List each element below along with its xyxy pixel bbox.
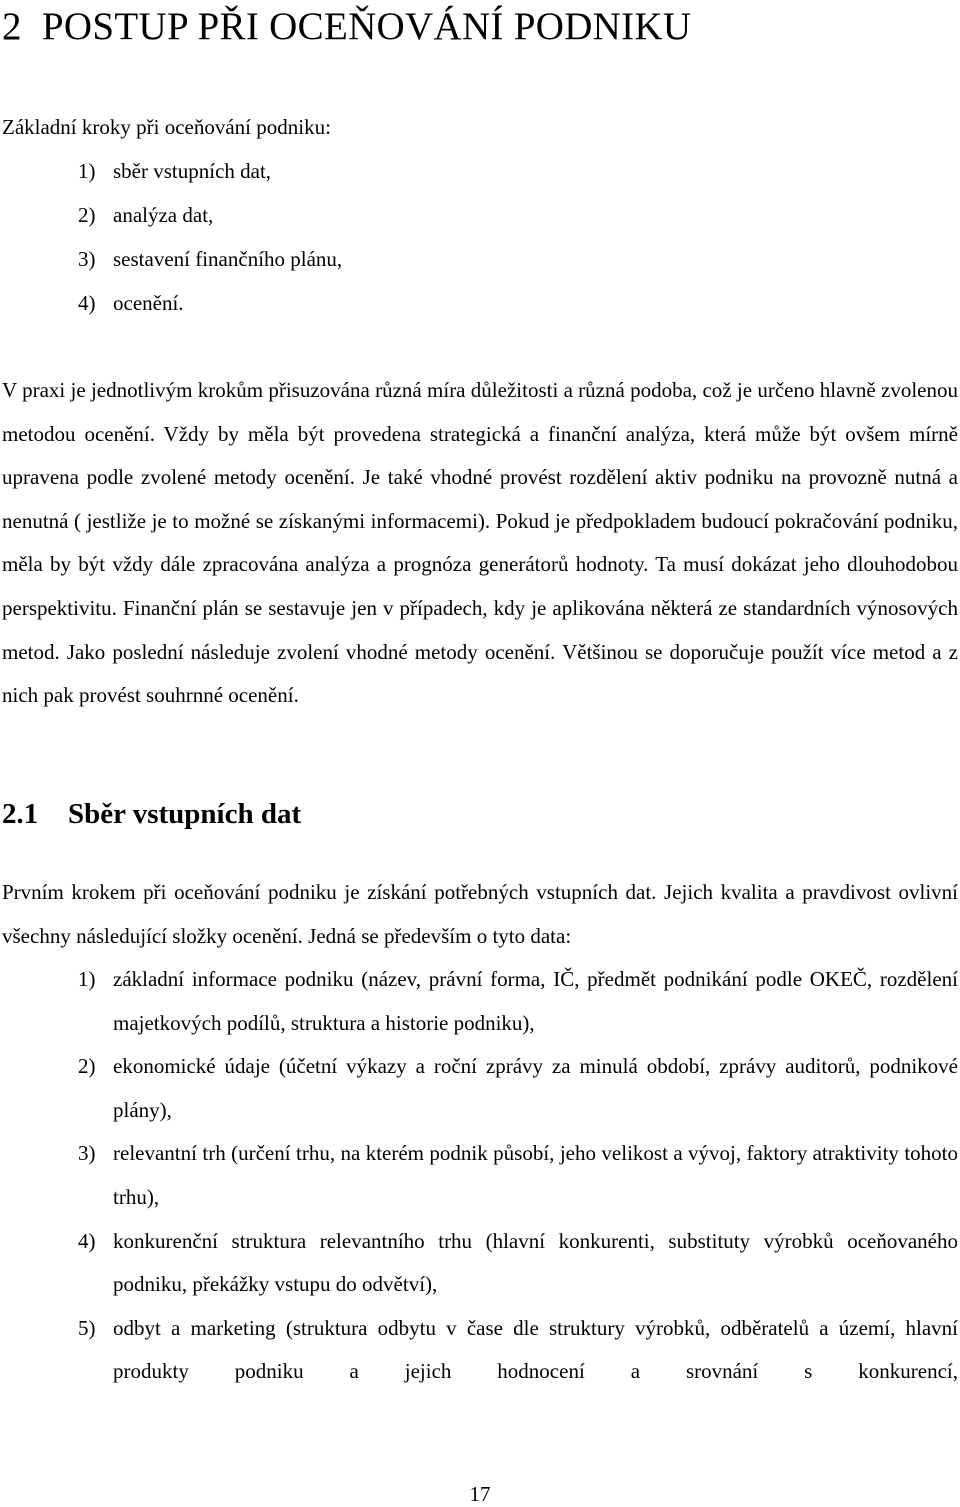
data-list bbox=[0, 958, 958, 1394]
list-item bbox=[0, 1045, 958, 1132]
list-item-number: 2) bbox=[78, 203, 96, 227]
list-item-number: 3) bbox=[78, 1141, 96, 1166]
list-item bbox=[0, 958, 958, 1045]
list-item-number: 1) bbox=[78, 159, 96, 183]
list-item-number: 5) bbox=[78, 1315, 96, 1340]
list-item-text: konkurenční struktura relevantního trhu (hlavní konkurenti, substituty výrobků oceňovaného podniku, překážky vstupu do odvětví), bbox=[113, 1228, 958, 1297]
list-item bbox=[0, 237, 960, 281]
list-item bbox=[0, 193, 960, 237]
intro-text: Základní kroky při oceňování podniku: bbox=[2, 115, 331, 139]
list-item-number: 3) bbox=[78, 247, 96, 271]
list-item bbox=[0, 1307, 958, 1394]
list-item-text: ocenění. bbox=[113, 291, 184, 315]
section-number: 2.1 bbox=[2, 798, 39, 830]
list-item-text: základní informace podniku (název, právní forma, IČ, předmět podnikání podle OKEČ, rozdělení majetkových podílů, struktura a historie podniku), bbox=[113, 967, 958, 1035]
list-item-text: relevantní trh (určení trhu, na kterém podnik působí, jeho velikost a vývoj, faktory atraktivity tohoto trhu), bbox=[113, 1141, 958, 1209]
list-item bbox=[0, 281, 960, 325]
list-item-text: ekonomické údaje (účetní výkazy a roční zprávy za minulá období, zprávy auditorů, podnikové plány), bbox=[113, 1054, 958, 1122]
list-item-text: analýza dat, bbox=[113, 203, 214, 227]
list-item-number: 4) bbox=[78, 1228, 96, 1253]
list-item-number: 4) bbox=[78, 291, 96, 315]
chapter-title: POSTUP PŘI OCEŇOVÁNÍ PODNIKU bbox=[41, 5, 692, 48]
list-item bbox=[0, 1220, 958, 1307]
section-title: Sběr vstupních dat bbox=[68, 798, 302, 830]
list-item bbox=[0, 149, 960, 193]
list-item-number: 1) bbox=[78, 967, 96, 991]
page-number: 17 bbox=[469, 1482, 491, 1506]
list-item-text: sběr vstupních dat, bbox=[113, 159, 272, 183]
paragraph-data-intro: Prvním krokem při oceňování podniku je získání potřebných vstupních dat. Jejich kvalita a pravdivost ovlivní všechny následující složky ocenění. Jedná se především o tyto data: bbox=[2, 880, 958, 948]
paragraph-methods: V praxi je jednotlivým krokům přisuzována různá míra důležitosti a různá podoba, což je určeno hlavně zvolenou metodou ocenění. Vždy by měla být provedena strategická a finanční analýza, která může být ovšem mírně upravena podle zvolené metody ocenění. Je také vhodné provést rozdělení aktiv podniku na provozně nutná a nenutná ( jestliže je to možné se získanými informacemi). Pokud je předpokladem budoucí pokračování podniku, měla by být vždy dále zpracována analýza a prognóza generátorů hodnoty. Ta musí dokázat jeho dlouhodobou perspektivitu. Finanční plán se sestavuje jen v případech, kdy je aplikována některá ze standardních výnosových metod. Jako poslední následuje zvolení vhodné metody ocenění. Většinou se doporučuje použít více metod a z nich pak provést souhrnné ocenění. bbox=[2, 378, 958, 708]
list-item-number: 2) bbox=[78, 1054, 96, 1079]
steps-list bbox=[0, 149, 960, 325]
chapter-heading bbox=[2, 0, 952, 54]
section-heading bbox=[2, 787, 301, 841]
chapter-number: 2 bbox=[2, 5, 22, 48]
list-item bbox=[0, 1132, 958, 1219]
list-item-text: odbyt a marketing (struktura odbytu v čase dle struktury výrobků, odběratelů a území, hlavní produkty podniku a jejich hodnocení a srovnání s konkurencí, bbox=[113, 1315, 958, 1384]
list-item-text: sestavení finančního plánu, bbox=[113, 247, 343, 271]
